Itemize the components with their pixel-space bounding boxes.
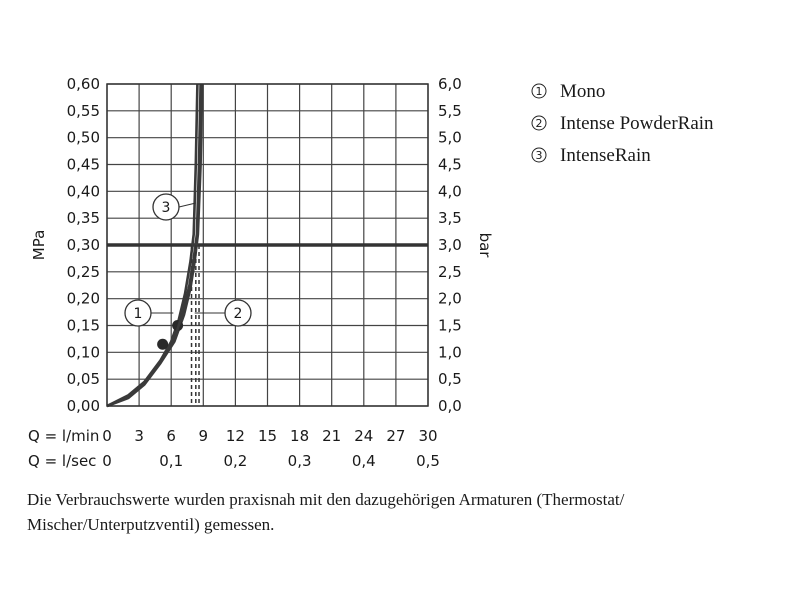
right-tick-label: 3,0 [438,236,462,254]
x-lsec-tick-label: 0,1 [159,452,184,470]
legend-label-3: IntenseRain [560,145,651,166]
x-lmin-tick-label: 18 [290,427,310,445]
legend-label-1: Mono [560,81,606,102]
right-tick-label: 5,5 [438,101,462,120]
left-tick-label: 0,05 [66,370,100,389]
legend-number-3: 3 [535,149,543,162]
right-tick-label: 5,0 [438,128,462,147]
legend-label-2: Intense PowderRain [560,113,714,134]
left-tick-label: 0,40 [66,182,100,201]
legend-number-1: 1 [535,85,543,98]
x-lmin-tick-label: 15 [257,427,278,445]
x-axis-lsec-ticks [102,452,440,470]
callout-number-2: 2 [233,306,243,322]
series-callouts [125,194,251,326]
left-tick-label: 0,55 [66,101,100,120]
left-tick-label: 0,35 [66,209,100,228]
right-tick-label: 6,0 [438,75,462,93]
left-tick-label: 0,60 [66,75,100,93]
right-axis-ticks [438,75,462,415]
x-lmin-tick-label: 30 [418,427,438,445]
x-lmin-tick-label: 6 [166,427,176,445]
right-tick-label: 0,5 [438,370,462,389]
x-lsec-tick-label: 0 [102,452,112,470]
x-lmin-tick-label: 0 [102,427,112,445]
x-lmin-tick-label: 9 [198,427,209,445]
x-lsec-tick-label: 0,2 [223,452,248,470]
measurement-caption: Die Verbrauchswerte wurden praxisnah mit den dazugehörigen Armaturen (Thermostat/ Mischer/Unterputzventil) gemessen. [27,490,625,534]
right-tick-label: 4,5 [438,155,462,174]
x-lmin-tick-label: 3 [134,427,144,445]
left-tick-label: 0,00 [66,397,100,415]
left-axis-title: MPa [30,229,48,261]
x-lmin-tick-label: 21 [322,427,342,445]
right-tick-label: 2,5 [438,262,462,281]
left-tick-label: 0,45 [66,155,100,174]
x-lsec-tick-label: 0,4 [351,452,376,470]
right-tick-label: 0,0 [438,397,462,415]
left-tick-label: 0,20 [66,289,100,308]
x-lmin-tick-label: 24 [354,427,374,445]
x-axis-lmin-title: Q = l/min [28,427,100,445]
x-lmin-tick-label: 12 [225,427,245,445]
left-tick-label: 0,30 [66,236,100,254]
x-lsec-tick-label: 0,3 [287,452,312,470]
left-tick-label: 0,50 [66,128,100,147]
left-axis-ticks [67,75,100,415]
callout-number-3: 3 [161,200,171,216]
legend-number-2: 2 [535,117,543,130]
right-tick-label: 1,0 [438,343,462,362]
right-tick-label: 1,5 [438,316,462,335]
right-tick-label: 2,0 [438,289,462,308]
left-tick-label: 0,10 [66,343,100,362]
callout-number-1: 1 [133,306,143,322]
legend [532,81,714,166]
right-axis-title: bar [476,232,494,258]
left-tick-label: 0,25 [66,262,100,281]
x-axis-lsec-title: Q = l/sec [28,452,97,470]
x-lsec-tick-label: 0,5 [416,452,440,470]
x-lmin-tick-label: 27 [386,427,406,445]
series-marker-1 [157,339,168,350]
x-axis-lmin-ticks [102,427,437,445]
right-tick-label: 4,0 [438,182,462,201]
right-tick-label: 3,5 [438,209,462,228]
left-tick-label: 0,15 [66,316,100,335]
